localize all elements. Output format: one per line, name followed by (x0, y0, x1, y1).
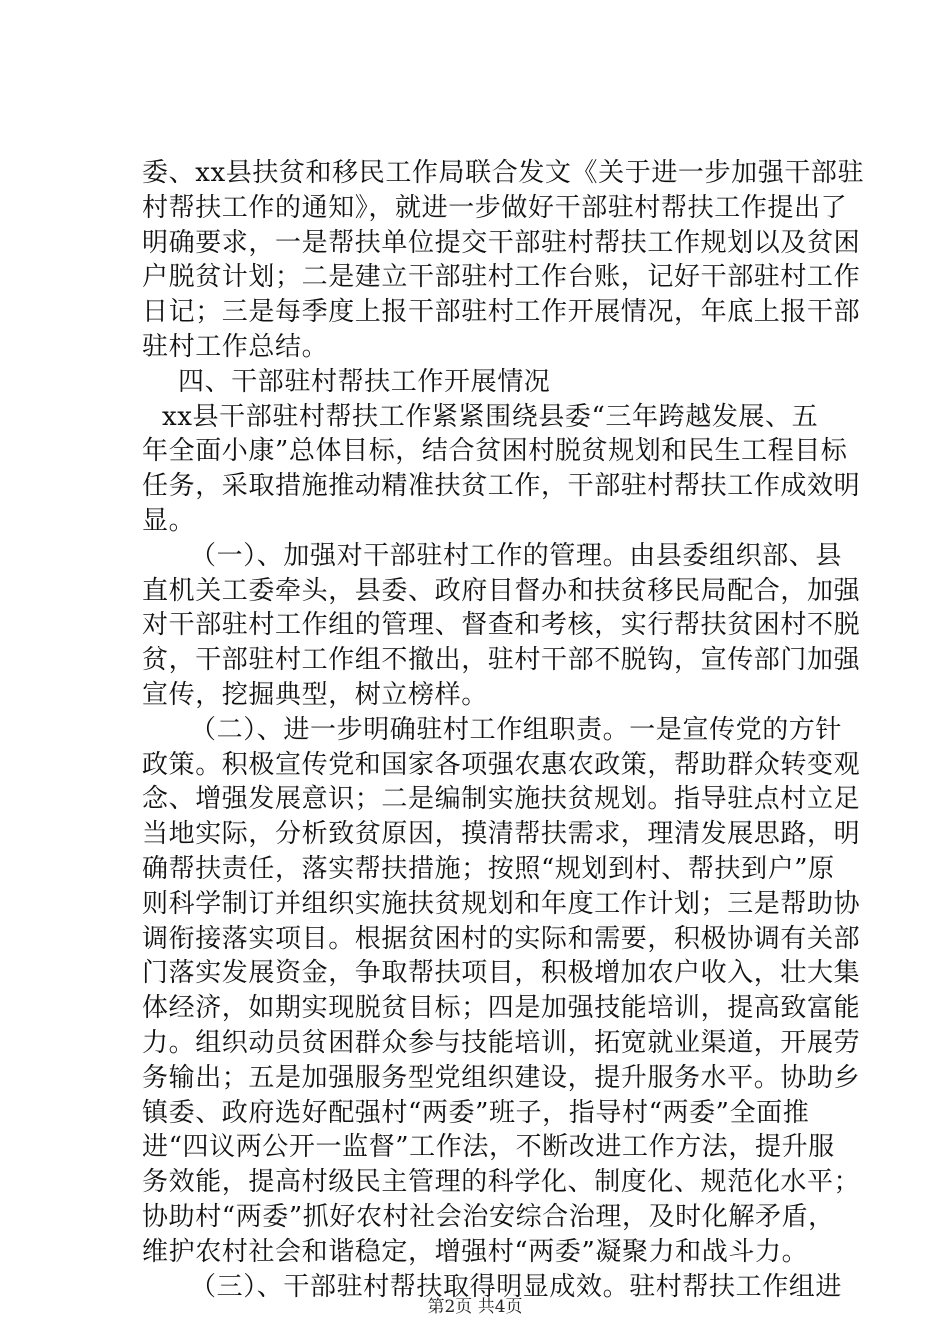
body-line: 协助村“两委”抓好农村社会治安综合治理，及时化解矛盾， (142, 1201, 835, 1232)
body-line: 门落实发展资金，争取帮扶项目，积极增加农户收入，壮大集 (142, 958, 861, 989)
body-line: 进“四议两公开一监督”工作法，不断改进工作方法，提升服 (142, 1132, 835, 1163)
body-line: 驻村工作总结。 (142, 331, 329, 362)
body-line: 任务，采取措施推动精准扶贫工作，干部驻村帮扶工作成效明 (142, 471, 861, 502)
body-line: 念、增强发展意识；二是编制实施扶贫规划。指导驻点村立足 (142, 784, 861, 815)
subsection-line: （三）、干部驻村帮扶取得明显成效。驻村帮扶工作组进 (190, 1271, 843, 1302)
body-line: 确帮扶责任，落实帮扶措施；按照“规划到村、帮扶到户”原 (142, 853, 835, 884)
body-line: 委、xx县扶贫和移民工作局联合发文《关于进一步加强干部驻 (142, 158, 865, 188)
subsection-line: （一）、加强对干部驻村工作的管理。由县委组织部、县 (190, 540, 843, 571)
body-line: 镇委、政府选好配强村“两委”班子，指导村“两委”全面推 (142, 1097, 810, 1128)
body-line: 维护农村社会和谐稳定，增强村“两委”凝聚力和战斗力。 (142, 1236, 809, 1267)
body-line: 体经济，如期实现脱贫目标；四是加强技能培训，提高致富能 (142, 993, 861, 1024)
body-line: 显。 (142, 505, 196, 536)
body-line: 宣传，挖掘典型，树立榜样。 (142, 679, 488, 710)
body-line: 力。组织动员贫困群众参与技能培训，拓宽就业渠道，开展劳 (142, 1027, 861, 1058)
subsection-line: （二）、进一步明确驻村工作组职责。一是宣传党的方针 (190, 714, 843, 745)
body-line: 当地实际，分析致贫原因，摸清帮扶需求，理清发展思路，明 (142, 819, 861, 850)
section-heading: 四、干部驻村帮扶工作开展情况 (178, 366, 551, 397)
body-line: 调衔接落实项目。根据贫困村的实际和需要，积极协调有关部 (142, 923, 861, 954)
body-line: xx县干部驻村帮扶工作紧紧围绕县委“三年跨越发展、五 (162, 401, 819, 432)
page-number-footer: 第2页 共4页 (427, 1297, 523, 1317)
document-body (142, 156, 865, 1304)
body-line: 村帮扶工作的通知》，就进一步做好干部驻村帮扶工作提出了 (142, 192, 848, 223)
body-line: 对干部驻村工作组的管理、督查和考核，实行帮扶贫困村不脱 (142, 610, 861, 641)
body-line: 年全面小康”总体目标，结合贫困村脱贫规划和民生工程目标 (142, 436, 848, 467)
body-line: 务效能，提高村级民主管理的科学化、制度化、规范化水平； (142, 1167, 861, 1198)
body-line: 户脱贫计划；二是建立干部驻村工作台账，记好干部驻村工作 (142, 262, 861, 293)
body-line: 则科学制订并组织实施扶贫规划和年度工作计划；三是帮助协 (142, 888, 861, 919)
body-line: 务输出；五是加强服务型党组织建设，提升服务水平。协助乡 (142, 1062, 861, 1093)
body-line: 政策。积极宣传党和国家各项强农惠农政策，帮助群众转变观 (142, 749, 861, 780)
body-line: 贫，干部驻村工作组不撤出，驻村干部不脱钩，宣传部门加强 (142, 645, 861, 676)
body-line: 明确要求，一是帮扶单位提交干部驻村帮扶工作规划以及贫困 (142, 227, 861, 258)
body-line: 直机关工委牵头，县委、政府目督办和扶贫移民局配合，加强 (142, 575, 861, 606)
body-line: 日记；三是每季度上报干部驻村工作开展情况，年底上报干部 (142, 297, 861, 328)
